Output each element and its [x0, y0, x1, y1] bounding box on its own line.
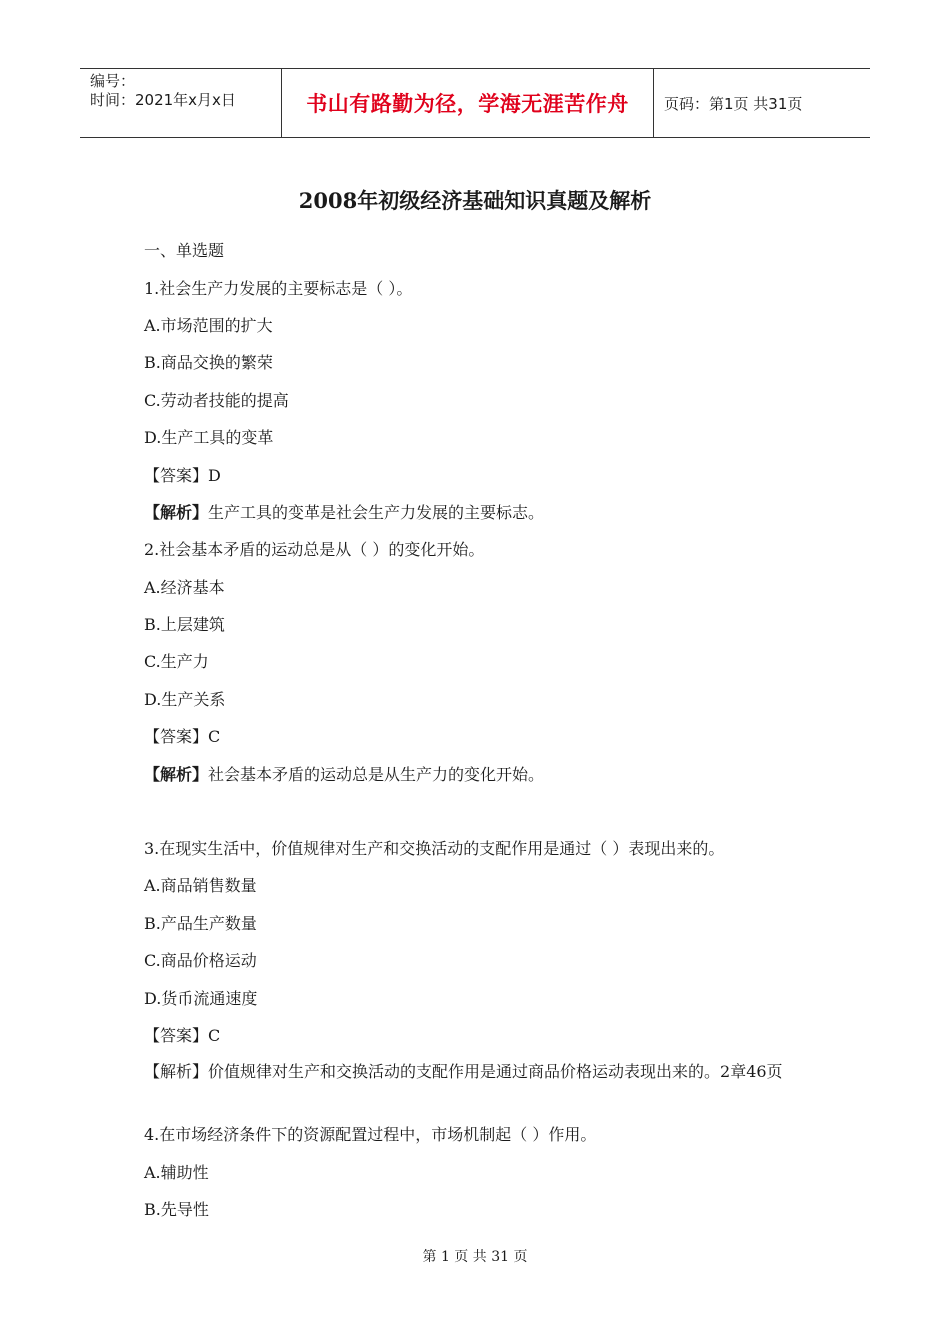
document-title: 2008年初级经济基础知识真题及解析 [298, 188, 652, 213]
number-label: 编号： [90, 72, 136, 90]
header-page-cell [654, 69, 870, 137]
time-label: 时间：2021年x月x日 [90, 91, 236, 109]
analysis [144, 500, 544, 523]
analysis-label: 【解析】 [144, 1062, 209, 1081]
question-stem: 1.社会生产力发展的主要标志是（ ）。 [144, 279, 413, 298]
header-motto-cell [281, 69, 654, 137]
section-heading: 一、单选题 [144, 241, 225, 260]
answer: 【答案】C [144, 727, 221, 746]
page-info: 页码：第1页 共31页 [664, 94, 803, 113]
answer: 【答案】C [144, 1026, 221, 1045]
option: D.生产工具的变革 [144, 428, 274, 447]
header-table [80, 68, 870, 138]
analysis-text: 价值规律对生产和交换活动的支配作用是通过商品价格运动表现出来的。2章46页 [208, 1062, 783, 1081]
motto: 书山有路勤为径，学海无涯苦作舟 [306, 92, 629, 116]
option: B.先导性 [144, 1200, 209, 1219]
answer: 【答案】D [144, 466, 221, 485]
option: D.货币流通速度 [144, 989, 258, 1008]
option: A.商品销售数量 [144, 876, 257, 895]
analysis-text: 社会基本矛盾的运动总是从生产力的变化开始。 [208, 765, 545, 784]
analysis-text: 生产工具的变革是社会生产力发展的主要标志。 [208, 503, 545, 522]
page-footer: 第 1 页 共 31 页 [422, 1249, 528, 1265]
analysis-label: 【解析】 [144, 503, 209, 522]
question-stem: 4.在市场经济条件下的资源配置过程中，市场机制起（ ）作用。 [144, 1125, 597, 1144]
analysis-label: 【解析】 [144, 765, 209, 784]
option: A.经济基本 [144, 578, 225, 597]
question-stem: 3.在现实生活中，价值规律对生产和交换活动的支配作用是通过（ ）表现出来的。 [144, 839, 725, 858]
analysis [144, 1059, 814, 1084]
option: D.生产关系 [144, 690, 226, 709]
option: A.市场范围的扩大 [144, 316, 273, 335]
option: B.商品交换的繁荣 [144, 353, 273, 372]
option: C.生产力 [144, 652, 209, 671]
analysis [144, 762, 544, 785]
header-meta [80, 69, 281, 137]
option: A.辅助性 [144, 1163, 209, 1182]
option: C.劳动者技能的提高 [144, 391, 289, 410]
option: B.上层建筑 [144, 615, 225, 634]
question-stem: 2.社会基本矛盾的运动总是从（ ）的变化开始。 [144, 540, 485, 559]
option: B.产品生产数量 [144, 914, 257, 933]
option: C.商品价格运动 [144, 951, 257, 970]
